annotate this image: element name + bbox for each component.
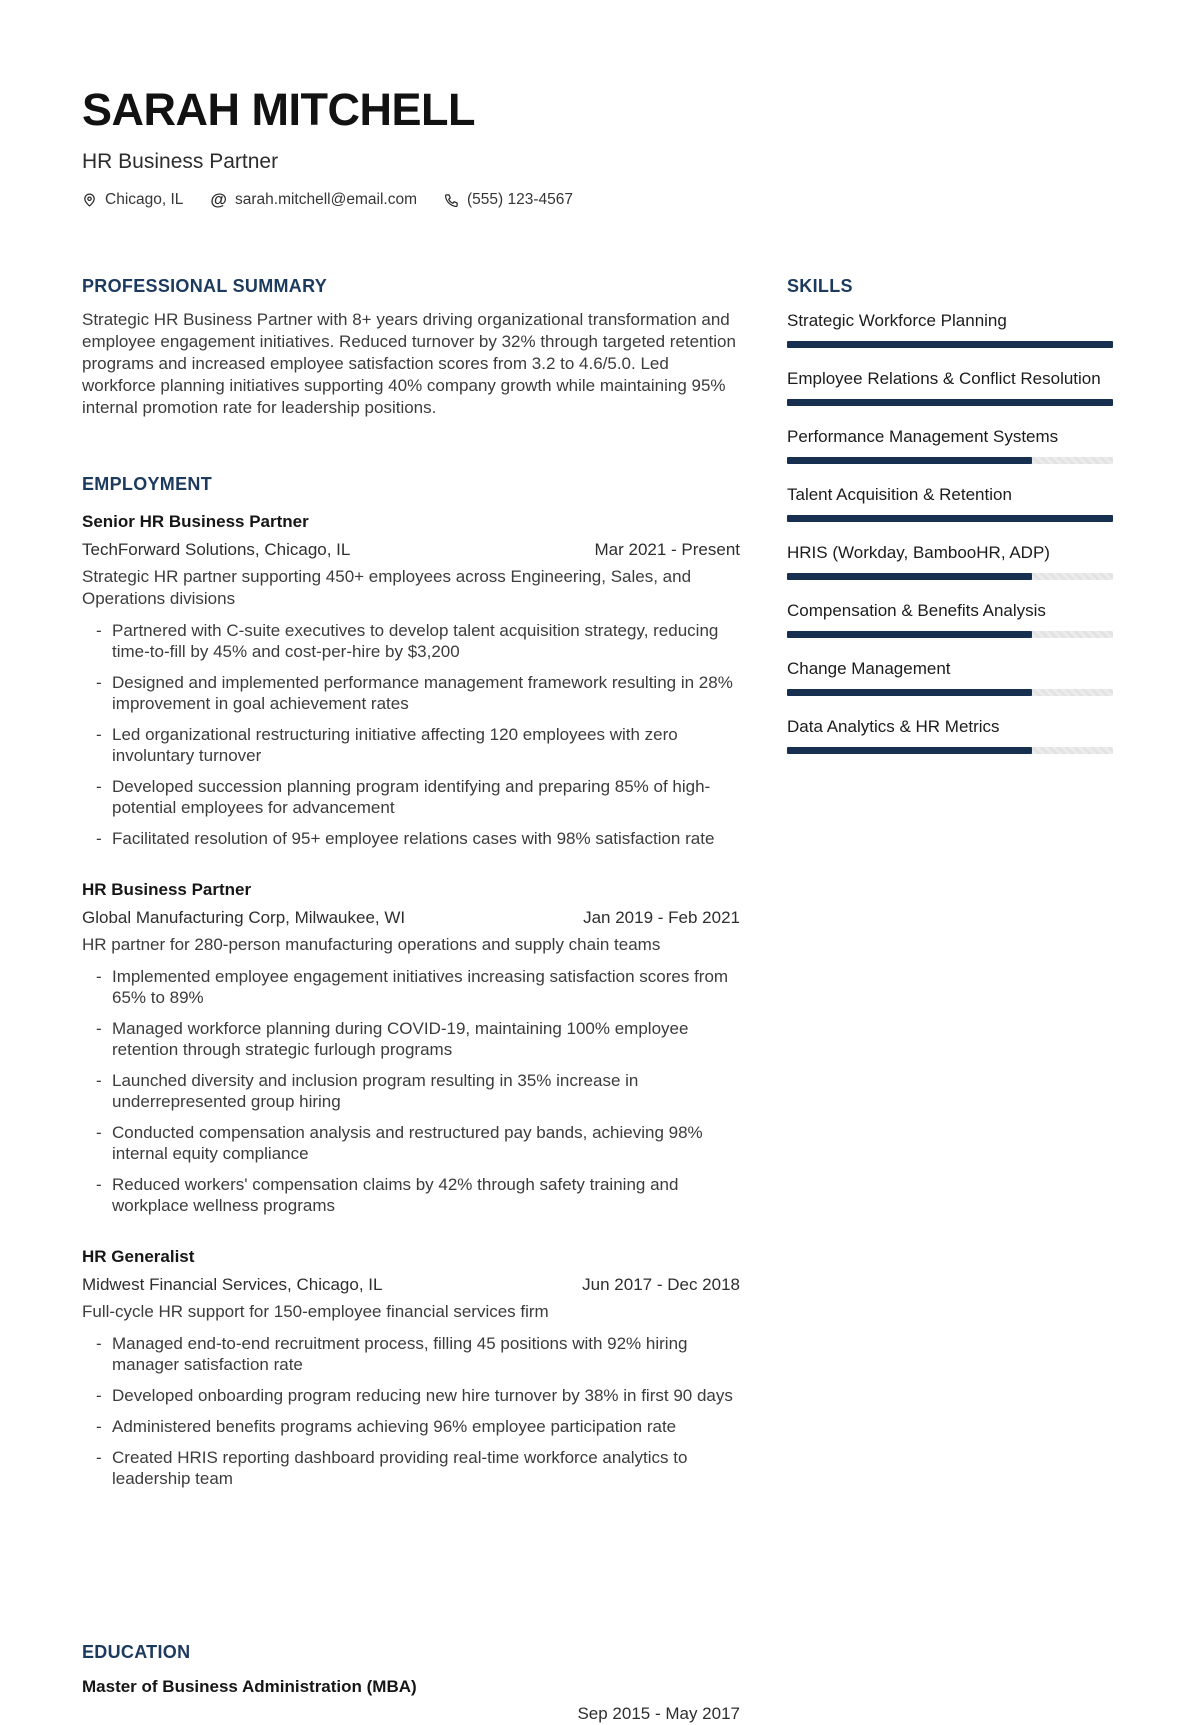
contact-email-text: sarah.mitchell@email.com	[235, 191, 417, 208]
bullet-item	[82, 1416, 740, 1437]
bullet-dash: -	[96, 621, 102, 640]
bullet-text: Created HRIS reporting dashboard providing real-time workforce analytics to leadership team	[112, 1448, 688, 1488]
skill-item	[787, 310, 1113, 348]
summary-text: Strategic HR Business Partner with 8+ years driving organizational transformation and employee engagement initiatives. Reduced turnover by 32% through targeted retention programs and increased employee satisfaction scores from 3.2 to 4.6/5.0. Led workforce planning initiatives supporting 40% company growth while maintaining 95% internal promotion rate for leadership positions.	[82, 310, 736, 417]
bullet-item	[82, 1333, 740, 1375]
bullet-dash: -	[96, 967, 102, 986]
skill-item	[787, 484, 1113, 522]
job-dates: Mar 2021 - Present	[594, 540, 740, 559]
skill-bar	[787, 341, 1113, 348]
job-company: Midwest Financial Services, Chicago, IL	[82, 1275, 383, 1294]
bullet-dash: -	[96, 1019, 102, 1038]
bullet-list	[82, 1333, 740, 1489]
skill-item	[787, 716, 1113, 754]
bullet-dash: -	[96, 1417, 102, 1436]
skill-label: Strategic Workforce Planning	[787, 311, 1007, 330]
skill-item	[787, 426, 1113, 464]
skill-bar-fill	[787, 515, 1113, 522]
skill-bar-fill	[787, 631, 1032, 638]
bullet-text: Developed onboarding program reducing new hire turnover by 38% in first 90 days	[112, 1386, 733, 1405]
bullet-dash: -	[96, 1334, 102, 1353]
bullet-dash: -	[96, 777, 102, 796]
bullet-text: Partnered with C-suite executives to develop talent acquisition strategy, reducing time-to-fill by 45% and cost-per-hire by $3,200	[112, 621, 719, 661]
job-entry	[82, 1246, 740, 1489]
skill-bar	[787, 573, 1113, 580]
contact-location	[82, 191, 183, 209]
bullet-item	[82, 672, 740, 714]
section-education	[82, 1641, 740, 1725]
skill-bar-fill	[787, 399, 1113, 406]
skill-bar-fill	[787, 457, 1032, 464]
bullet-list	[82, 966, 740, 1216]
bullet-text: Reduced workers' compensation claims by 42% through safety training and workplace wellness programs	[112, 1175, 679, 1215]
education-heading: EDUCATION	[82, 1642, 191, 1662]
job-dates: Jan 2019 - Feb 2021	[583, 908, 740, 927]
skill-label: Performance Management Systems	[787, 427, 1059, 446]
contact-email	[210, 191, 417, 209]
job-dates: Jun 2017 - Dec 2018	[582, 1275, 740, 1294]
content-columns	[82, 275, 1113, 1725]
bullet-item	[82, 1447, 740, 1489]
job-title: HR Business Partner	[82, 880, 252, 899]
person-name: SARAH MITCHELL	[82, 84, 475, 135]
skill-bar	[787, 747, 1113, 754]
job-meta-row	[82, 1274, 740, 1296]
bullet-text: Led organizational restructuring initiative affecting 120 employees with zero involuntary turnover	[112, 725, 678, 765]
skill-item	[787, 542, 1113, 580]
skill-bar	[787, 457, 1113, 464]
job-title: Senior HR Business Partner	[82, 512, 309, 531]
sidebar-column	[787, 275, 1113, 1725]
job-description: Full-cycle HR support for 150-employee financial services firm	[82, 1302, 549, 1321]
skill-bar-fill	[787, 689, 1032, 696]
job-entry	[82, 511, 740, 849]
skill-bar	[787, 515, 1113, 522]
employment-heading: EMPLOYMENT	[82, 474, 213, 494]
bullet-text: Designed and implemented performance management framework resulting in 28% improvement in goal achievement rates	[112, 673, 733, 713]
bullet-item	[82, 620, 740, 662]
skill-label: Change Management	[787, 659, 951, 678]
bullet-item	[82, 724, 740, 766]
bullet-item	[82, 776, 740, 818]
skill-item	[787, 368, 1113, 406]
bullet-item	[82, 828, 740, 849]
contact-phone-text: (555) 123-4567	[466, 191, 573, 208]
bullet-dash: -	[96, 829, 102, 848]
skill-label: Compensation & Benefits Analysis	[787, 601, 1046, 620]
bullet-dash: -	[96, 725, 102, 744]
job-description: Strategic HR partner supporting 450+ employees across Engineering, Sales, and Operations divisions	[82, 567, 692, 608]
bullet-item	[82, 1018, 740, 1060]
bullet-dash: -	[96, 1123, 102, 1142]
at-sign-icon: @	[210, 190, 227, 209]
education-degree: Master of Business Administration (MBA)	[82, 1677, 417, 1696]
job-meta-row	[82, 907, 740, 929]
skill-item	[787, 600, 1113, 638]
skill-bar-fill	[787, 747, 1032, 754]
job-meta-row	[82, 539, 740, 561]
skill-item	[787, 658, 1113, 696]
main-column	[82, 275, 740, 1725]
bullet-text: Conducted compensation analysis and restructured pay bands, achieving 98% internal equity compliance	[112, 1123, 703, 1163]
bullet-text: Managed workforce planning during COVID-19, maintaining 100% employee retention through strategic furlough programs	[112, 1019, 689, 1059]
skill-label: Employee Relations & Conflict Resolution	[787, 369, 1101, 388]
bullet-text: Implemented employee engagement initiatives increasing satisfaction scores from 65% to 89%	[112, 967, 729, 1007]
bullet-item	[82, 1122, 740, 1164]
education-dates: Sep 2015 - May 2017	[577, 1704, 740, 1723]
person-job-title: HR Business Partner	[82, 150, 279, 173]
bullet-item	[82, 1070, 740, 1112]
section-employment	[82, 473, 740, 1489]
bullet-dash: -	[96, 1071, 102, 1090]
bullet-dash: -	[96, 1448, 102, 1467]
bullet-text: Facilitated resolution of 95+ employee relations cases with 98% satisfaction rate	[112, 829, 715, 848]
bullet-dash: -	[96, 1175, 102, 1194]
contact-location-text: Chicago, IL	[105, 191, 184, 208]
bullet-text: Managed end-to-end recruitment process, filling 45 positions with 92% hiring manager satisfaction rate	[112, 1334, 688, 1374]
skill-bar-fill	[787, 341, 1113, 348]
bullet-item	[82, 966, 740, 1008]
phone-icon	[444, 193, 459, 208]
skill-bar	[787, 689, 1113, 696]
skill-label: HRIS (Workday, BambooHR, ADP)	[787, 543, 1050, 562]
job-entry	[82, 879, 740, 1216]
bullet-text: Administered benefits programs achieving 96% employee participation rate	[112, 1417, 677, 1436]
skills-heading: SKILLS	[787, 276, 853, 296]
location-pin-icon	[82, 192, 97, 208]
section-professional-summary	[82, 275, 740, 419]
bullet-item	[82, 1385, 740, 1406]
bullet-text: Launched diversity and inclusion program resulting in 35% increase in underrepresented group hiring	[112, 1071, 639, 1111]
resume-header	[82, 86, 1113, 209]
skill-bar	[787, 631, 1113, 638]
section-skills	[787, 275, 1113, 754]
skill-bar	[787, 399, 1113, 406]
job-description: HR partner for 280-person manufacturing operations and supply chain teams	[82, 935, 661, 954]
contact-phone	[444, 191, 573, 209]
bullet-dash: -	[96, 673, 102, 692]
summary-heading: PROFESSIONAL SUMMARY	[82, 276, 328, 296]
contact-row	[82, 191, 1113, 209]
skill-label: Data Analytics & HR Metrics	[787, 717, 1000, 736]
bullet-item	[82, 1174, 740, 1216]
job-company: Global Manufacturing Corp, Milwaukee, WI	[82, 908, 406, 927]
skill-label: Talent Acquisition & Retention	[787, 485, 1012, 504]
bullet-dash: -	[96, 1386, 102, 1405]
bullet-list	[82, 620, 740, 849]
job-company: TechForward Solutions, Chicago, IL	[82, 540, 351, 559]
job-title: HR Generalist	[82, 1247, 195, 1266]
bullet-text: Developed succession planning program identifying and preparing 85% of high-potential employees for advancement	[112, 777, 711, 817]
skill-bar-fill	[787, 573, 1032, 580]
